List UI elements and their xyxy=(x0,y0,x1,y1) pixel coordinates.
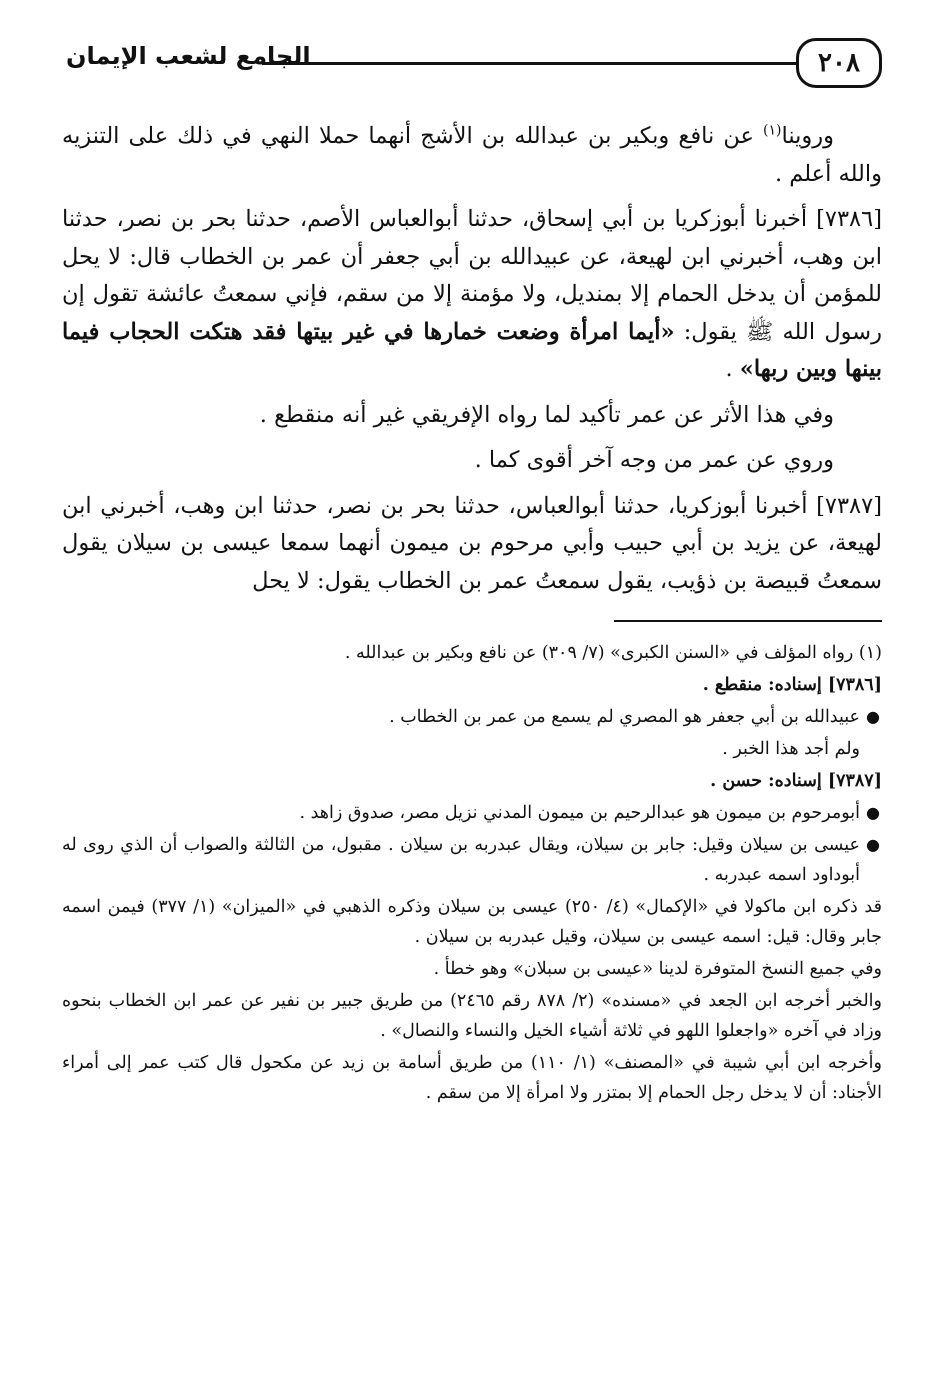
paragraph-end: . xyxy=(725,356,740,382)
grade-value: منقطع . xyxy=(702,675,769,695)
book-page xyxy=(62,30,882,1110)
page-header xyxy=(62,30,882,94)
paragraph-text: وروينا xyxy=(781,123,834,149)
footnote-note: ولم أجد هذا الخبر . xyxy=(722,739,860,759)
list-item-text: أبومرحوم بن ميمون هو عبدالرحيم بن ميمون المدني نزيل مصر، صدوق زاهد . xyxy=(299,803,860,823)
bullet-icon: ● xyxy=(866,803,880,822)
main-text xyxy=(62,118,882,600)
grade-7386 xyxy=(62,670,882,700)
footnote-note: قد ذكره ابن ماكولا في «الإكمال» (٤/ ٢٥٠) عيسى بن سيلان وذكره الذهبي في «الميزان» (١/ ٣٧٧) فيمن اسمه جابر وقال: قيل: اسمه عيسى بن سيلان، وقيل عبدربه بن سيلان . xyxy=(62,897,882,947)
bullet-icon: ● xyxy=(866,835,880,854)
header-rule xyxy=(262,62,796,65)
note-list xyxy=(62,798,882,890)
footnote-ref: (١) xyxy=(763,122,782,139)
page-number: ٢٠٨ xyxy=(796,38,882,88)
footnote-separator xyxy=(614,620,882,622)
list-item-text: عيسى بن سيلان وقيل: جابر بن سيلان، ويقال عبدربه بن سيلان . مقبول، من الثالثة والصواب أن الذي روى له أبوداود اسمه عبدربه . xyxy=(62,835,860,885)
paragraph: وفي هذا الأثر عن عمر تأكيد لما رواه الإفريقي غير أنه منقطع . xyxy=(259,401,834,428)
paragraph: وروي عن عمر من وجه آخر أقوى كما . xyxy=(474,447,834,473)
running-title: الجامع لشعب الإيمان xyxy=(66,42,311,70)
footnote-1: (١) رواه المؤلف في «السنن الكبرى» (٧/ ٣٠٩) عن نافع وبكير بن عبدالله . xyxy=(344,643,882,663)
footnote-note: وأخرجه ابن أبي شيبة في «المصنف» (١/ ١١٠) من طريق أسامة بن زيد عن مكحول قال كتب عمر إلى أمراء الأجناد: أن لا يدخل رجل الحمام إلا بمتزر ولا امرأة إلا من سقم . xyxy=(62,1053,882,1103)
paragraph xyxy=(62,118,882,193)
list-item-text: عبيدالله بن أبي جعفر هو المصري لم يسمع من عمر بن الخطاب . xyxy=(389,707,860,727)
isnad-text: [٧٣٨٦] أخبرنا أبوزكريا بن أبي إسحاق، حدثنا أبوالعباس الأصم، حدثنا بحر بن نصر، حدثنا ابن وهب، أخبرني ابن لهيعة، عن عبيدالله بن أبي جعفر أن عمر بن الخطاب قال: لا يحل للمؤمن أن يدخل الحمام إلا بمنديل، ولا مؤمنة إلا من سقم، فإني سمعتُ عائشة تقول إن رسول الله ﷺ يقول: xyxy=(62,206,883,345)
grade-label: [٧٣٨٦] إسناده: xyxy=(768,675,882,695)
list-item xyxy=(62,798,882,828)
grade-7387 xyxy=(62,766,882,796)
footnotes xyxy=(62,638,882,1108)
hadith-matn: «أيما امرأة وضعت خمارها في غير بيتها فقد هتكت الحجاب فيما بينها وبين ربها» xyxy=(62,318,882,382)
footnote-note: والخبر أخرجه ابن الجعد في «مسنده» (٢/ ٨٧٨ رقم ٢٤٦٥) من طريق جبير بن نفير عن عمر ابن الخطاب بنحوه وزاد في آخره «واجعلوا اللهو في ثلاثة أشياء الخيل والنساء والنصال» . xyxy=(62,991,882,1041)
grade-value: حسن . xyxy=(710,771,769,791)
hadith-7387: [٧٣٨٧] أخبرنا أبوزكريا، حدثنا أبوالعباس، حدثنا بحر بن نصر، حدثنا ابن وهب، أخبرني ابن لهيعة، عن يزيد بن أبي حبيب وأبي مرحوم بن ميمون أنهما سمعا عيسى بن سيلان يقول سمعتُ قبيصة بن ذؤيب، يقول سمعتُ عمر بن الخطاب يقول: لا يحل xyxy=(62,492,882,594)
hadith-7386 xyxy=(62,201,882,389)
footnote-note: وفي جميع النسخ المتوفرة لدينا «عيسى بن سبلان» وهو خطأ . xyxy=(433,959,882,979)
list-item xyxy=(62,702,882,732)
bullet-icon: ● xyxy=(866,707,880,726)
list-item xyxy=(62,830,882,890)
note-list xyxy=(62,702,882,732)
paragraph-text: عن نافع وبكير بن عبدالله بن الأشج أنهما حملا النهي في ذلك على التنزيه والله أعلم . xyxy=(62,123,882,187)
grade-label: [٧٣٨٧] إسناده: xyxy=(768,771,882,791)
